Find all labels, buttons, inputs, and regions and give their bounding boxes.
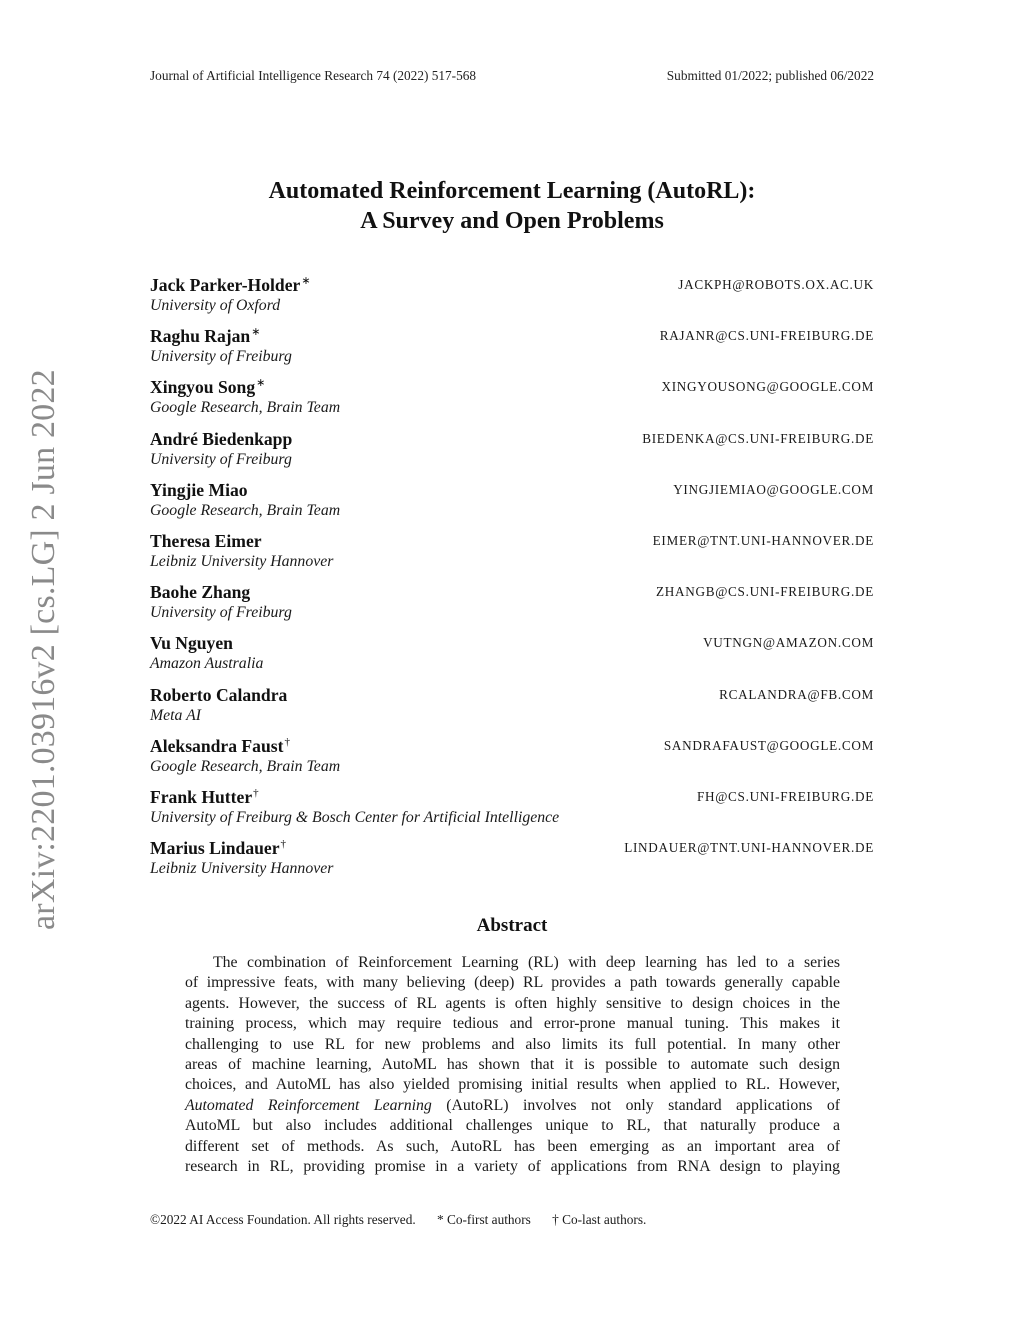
author-entry (150, 837, 874, 888)
co-last-note: † Co-last authors. (552, 1212, 647, 1227)
author-email: ZHANGB@CS.UNI-FREIBURG.DE (656, 584, 874, 600)
author-name: Roberto Calandra (150, 684, 288, 705)
abstract-line: of impressive feats, with many believing (deep) RL provides a path towards generally capable (185, 974, 840, 992)
running-head (150, 68, 874, 88)
author-email: JACKPH@ROBOTS.OX.AC.UK (678, 277, 874, 292)
author-name: Baohe Zhang (150, 582, 251, 603)
author-name: Yingjie Miao (150, 479, 248, 500)
author-mark: ∗ (251, 326, 261, 339)
author-entry (150, 376, 874, 427)
author-entry (150, 786, 874, 837)
title-line-1: Automated Reinforcement Learning (AutoRL): (268, 178, 756, 204)
author-affiliation: Google Research, Brain Team (150, 757, 341, 775)
author-name: Aleksandra Faust† (150, 735, 290, 756)
author-name: Vu Nguyen (150, 633, 233, 654)
author-entry (150, 581, 874, 632)
journal-citation: Journal of Artificial Intelligence Research 74 (2022) 517-568 (150, 68, 477, 83)
author-affiliation: Meta AI (150, 706, 202, 724)
abstract-line: training process, which may require tedious and error-prone manual tuning. This makes it (185, 1015, 840, 1033)
author-affiliation: University of Oxford (150, 297, 281, 314)
author-mark: ∗ (301, 275, 311, 287)
author-email: LINDAUER@TNT.UNI-HANNOVER.DE (624, 840, 874, 856)
author-name: Frank Hutter† (150, 786, 259, 807)
author-mark: † (284, 735, 290, 748)
author-affiliation: Leibniz University Hannover (150, 860, 334, 878)
author-name: Xingyou Song∗ (150, 377, 266, 398)
author-affiliation: Google Research, Brain Team (150, 399, 341, 417)
copyright-notice: ©2022 AI Access Foundation. All rights reserved. (150, 1212, 416, 1227)
author-name: Jack Parker-Holder∗ (150, 275, 311, 295)
author-affiliation: Amazon Australia (150, 655, 264, 673)
author-list (150, 274, 874, 888)
author-affiliation: Leibniz University Hannover (150, 552, 334, 570)
abstract-line: AutoML but also includes additional challenges unique to RL, that naturally produce a (185, 1117, 840, 1135)
author-email: EIMER@TNT.UNI-HANNOVER.DE (652, 532, 874, 548)
author-email: YINGJIEMIAO@GOOGLE.COM (673, 481, 874, 497)
author-email: SANDRAFAUST@GOOGLE.COM (663, 737, 874, 753)
author-affiliation: University of Freiburg (150, 604, 292, 622)
title-line-2: A Survey and Open Problems (360, 208, 664, 234)
author-name: Theresa Eimer (150, 530, 262, 551)
paper-title (150, 176, 874, 236)
page-footer (150, 1212, 874, 1232)
abstract-line: challenging to use RL for new problems and also limits its full potential. In many other (185, 1035, 840, 1053)
abstract-italic-term: Automated Reinforcement Learning (185, 1096, 432, 1114)
author-affiliation: Google Research, Brain Team (150, 501, 341, 519)
abstract-line: The combination of Reinforcement Learning (RL) with deep learning has led to a series (213, 954, 840, 971)
author-affiliation: University of Freiburg (150, 450, 292, 468)
author-affiliation: University of Freiburg & Bosch Center for Artificial Intelligence (150, 808, 560, 826)
author-email: RCALANDRA@FB.COM (719, 686, 874, 702)
author-entry (150, 479, 874, 530)
author-affiliation: University of Freiburg (150, 348, 292, 366)
author-entry (150, 684, 874, 735)
author-email: RAJANR@CS.UNI-FREIBURG.DE (659, 328, 874, 344)
abstract-line: choices, and AutoML has also yielded promising initial results when applied to RL. However, (185, 1076, 840, 1094)
abstract-heading: Abstract (476, 915, 548, 936)
author-mark: † (280, 838, 287, 851)
author-mark: † (253, 786, 259, 799)
author-name: Raghu Rajan∗ (150, 326, 261, 347)
author-entry (150, 530, 874, 581)
abstract-body (185, 953, 840, 1177)
author-entry (150, 428, 874, 479)
abstract-line: different set of methods. As such, AutoRL has been emerging as an important area of (185, 1137, 840, 1155)
author-email: BIEDENKA@CS.UNI-FREIBURG.DE (642, 430, 874, 446)
abstract-line: areas of machine learning, AutoML has shown that it is possible to automate such design (185, 1055, 840, 1073)
submission-dates: Submitted 01/2022; published 06/2022 (666, 68, 874, 83)
abstract-line: Automated Reinforcement Learning (AutoRL) involves not only standard applications of (185, 1096, 840, 1114)
author-entry (150, 325, 874, 376)
author-name: Marius Lindauer† (150, 838, 287, 859)
abstract-line: agents. However, the success of RL agents is often highly sensitive to design choices in the (185, 994, 840, 1012)
author-entry (150, 735, 874, 786)
author-email: VUTNGN@AMAZON.COM (703, 635, 874, 651)
abstract-line: research in RL, providing promise in a variety of applications from RNA design to playing (185, 1157, 840, 1175)
co-first-note: * Co-first authors (437, 1212, 531, 1227)
arxiv-identifier-stamp: arXiv:2201.03916v2 [cs.LG] 2 Jun 2022 (25, 369, 62, 930)
author-email: FH@CS.UNI-FREIBURG.DE (696, 788, 874, 804)
author-entry (150, 274, 874, 325)
author-entry (150, 632, 874, 683)
author-mark: ∗ (256, 377, 266, 390)
author-email: XINGYOUSONG@GOOGLE.COM (661, 379, 874, 395)
author-name: André Biedenkapp (150, 428, 293, 449)
